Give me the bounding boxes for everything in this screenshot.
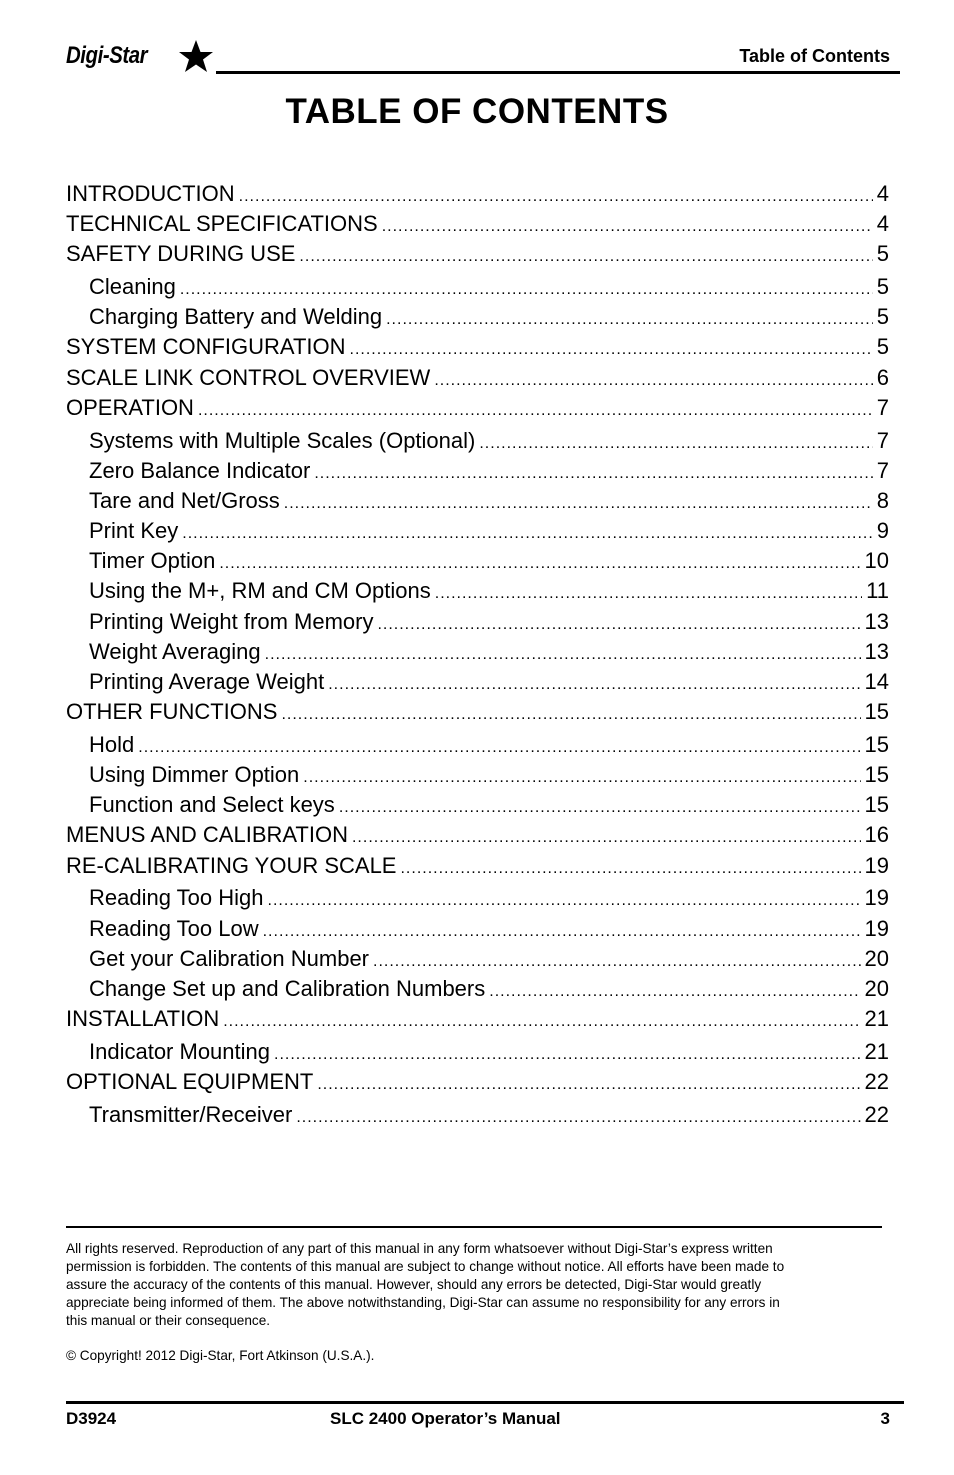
toc-entry[interactable] xyxy=(66,1067,889,1097)
page-number: 3 xyxy=(880,1409,890,1428)
toc-entry-page: 20 xyxy=(864,975,889,1001)
toc-entry-page: 22 xyxy=(864,1101,889,1127)
toc-entry-page: 11 xyxy=(866,578,889,604)
toc-entry-page: 14 xyxy=(864,669,889,694)
toc-entry-page: 15 xyxy=(864,699,889,725)
toc-entry-page: 13 xyxy=(864,608,889,634)
toc-dot-leader xyxy=(219,549,860,579)
toc-entry[interactable] xyxy=(66,697,889,727)
toc-entry[interactable] xyxy=(66,179,889,209)
legal-line: this manual or their consequence. xyxy=(66,1313,271,1328)
toc-entry-label: Reading Too Low xyxy=(89,915,259,941)
toc-entry[interactable] xyxy=(66,1100,889,1130)
toc-entry-label: INSTALLATION xyxy=(66,1006,220,1032)
toc-entry-label: INTRODUCTION xyxy=(66,181,235,206)
page-header xyxy=(66,38,900,74)
toc-entry-label: Timer Option xyxy=(89,548,216,574)
toc-dot-leader xyxy=(182,519,872,549)
toc-entry-label: MENUS AND CALIBRATION xyxy=(66,822,348,848)
toc-entry-page: 5 xyxy=(876,241,889,267)
toc-dot-leader xyxy=(382,212,873,242)
toc-entry-page: 19 xyxy=(864,885,889,911)
toc-dot-leader xyxy=(274,1040,861,1070)
manual-title: SLC 2400 Operator’s Manual xyxy=(330,1409,561,1428)
toc-entry-page: 15 xyxy=(864,792,889,818)
toc-entry-page: 4 xyxy=(876,181,889,206)
toc-entry-label: SCALE LINK CONTROL OVERVIEW xyxy=(66,364,431,390)
page-title: TABLE OF CONTENTS xyxy=(285,92,669,131)
toc-entry[interactable] xyxy=(66,302,889,332)
toc-dot-leader xyxy=(314,459,872,489)
toc-entry-page: 6 xyxy=(876,364,889,390)
toc-entry-page: 5 xyxy=(876,274,889,300)
toc-entry[interactable] xyxy=(66,607,889,637)
header-rule xyxy=(216,71,900,74)
toc-entry-label: Using Dimmer Option xyxy=(89,762,300,788)
toc-entry-page: 13 xyxy=(864,638,889,664)
toc-dot-leader xyxy=(268,886,861,916)
legal-line: assure the accuracy of the contents of this manual. However, should any errors be detected, Digi-Star would greatly xyxy=(66,1277,762,1292)
toc-entry[interactable] xyxy=(66,760,889,790)
toc-dot-leader xyxy=(434,366,872,396)
toc-entry-label: OPTIONAL EQUIPMENT xyxy=(66,1068,314,1094)
toc-entry[interactable] xyxy=(66,426,889,456)
toc-dot-leader xyxy=(198,396,873,426)
toc-entry-page: 7 xyxy=(876,427,889,453)
toc-entry[interactable] xyxy=(66,486,889,516)
logo-text: Digi-Star xyxy=(66,42,148,69)
toc-entry[interactable] xyxy=(66,820,889,850)
toc-entry-label: Printing Weight from Memory xyxy=(89,608,374,634)
toc-dot-leader xyxy=(386,305,873,335)
star-icon xyxy=(176,38,216,74)
toc-dot-leader xyxy=(138,733,860,763)
footer-rule xyxy=(66,1226,882,1228)
toc-entry[interactable] xyxy=(66,516,889,546)
toc-entry-label: Cleaning xyxy=(89,274,176,300)
toc-dot-leader xyxy=(180,275,873,305)
toc-entry[interactable] xyxy=(66,239,889,269)
legal-line: permission is forbidden. The contents of this manual are subject to change without notice. All efforts have been made to xyxy=(66,1259,785,1274)
toc-entry[interactable] xyxy=(66,637,889,667)
toc-entry-page: 4 xyxy=(876,211,889,237)
toc-entry[interactable] xyxy=(66,456,889,486)
toc-entry-label: Systems with Multiple Scales (Optional) xyxy=(89,427,476,453)
toc-entry[interactable] xyxy=(66,790,889,820)
toc-entry[interactable] xyxy=(66,1004,889,1034)
toc-entry-page: 5 xyxy=(876,304,889,330)
toc-dot-leader xyxy=(377,610,860,640)
toc-entry-label: Weight Averaging xyxy=(89,638,261,664)
toc-dot-leader xyxy=(284,489,873,519)
toc-entry-label: Indicator Mounting xyxy=(89,1038,270,1064)
toc-dot-leader xyxy=(263,917,861,947)
toc-dot-leader xyxy=(223,1007,860,1037)
toc-entry[interactable] xyxy=(66,851,889,881)
table-of-contents xyxy=(66,179,889,1130)
toc-entry[interactable] xyxy=(66,209,889,239)
document-number: D3924 xyxy=(66,1409,117,1428)
toc-entry-label: Reading Too High xyxy=(89,885,264,911)
legal-line: All rights reserved. Reproduction of any part of this manual in any form whatsoever without Digi-Star’s express written xyxy=(66,1241,773,1256)
toc-dot-leader xyxy=(400,854,860,884)
toc-entry-page: 19 xyxy=(864,915,889,941)
header-section-title: Table of Contents xyxy=(739,46,890,66)
toc-dot-leader xyxy=(299,242,872,272)
toc-dot-leader xyxy=(239,182,873,212)
toc-entry-page: 7 xyxy=(876,457,889,483)
toc-entry-label: SAFETY DURING USE xyxy=(66,241,296,267)
toc-entry[interactable] xyxy=(66,272,889,302)
toc-entry-page: 15 xyxy=(864,731,889,757)
toc-dot-leader xyxy=(373,947,861,977)
toc-entry-label: Get your Calibration Number xyxy=(89,945,370,971)
toc-entry[interactable] xyxy=(66,393,889,423)
toc-dot-leader xyxy=(265,640,861,670)
toc-entry-label: OTHER FUNCTIONS xyxy=(66,699,278,725)
toc-entry-label: Zero Balance Indicator xyxy=(89,457,311,483)
toc-entry-page: 19 xyxy=(864,852,889,878)
toc-dot-leader xyxy=(281,700,860,730)
toc-entry-label: RE-CALIBRATING YOUR SCALE xyxy=(66,852,397,878)
toc-dot-leader xyxy=(339,793,861,823)
toc-dot-leader xyxy=(479,429,872,459)
toc-entry-page: 16 xyxy=(864,822,889,848)
toc-entry-page: 15 xyxy=(864,762,889,788)
toc-dot-leader xyxy=(328,670,860,700)
toc-entry[interactable] xyxy=(66,1037,889,1067)
toc-entry-label: Print Key xyxy=(89,518,179,544)
toc-entry-label: Change Set up and Calibration Numbers xyxy=(89,975,486,1001)
toc-dot-leader xyxy=(352,823,861,853)
toc-entry[interactable] xyxy=(66,883,889,913)
toc-entry[interactable] xyxy=(66,576,889,606)
toc-entry-label: OPERATION xyxy=(66,394,194,420)
toc-dot-leader xyxy=(296,1103,860,1133)
toc-entry-page: 10 xyxy=(864,548,889,574)
toc-entry-label: TECHNICAL SPECIFICATIONS xyxy=(66,211,378,237)
toc-entry-label: Hold xyxy=(89,731,135,757)
toc-entry[interactable] xyxy=(66,363,889,393)
toc-dot-leader xyxy=(303,763,860,793)
toc-dot-leader xyxy=(435,579,862,609)
legal-line: appreciate being informed of them. The above notwithstanding, Digi-Star can assume no responsibility for any errors in xyxy=(66,1295,780,1310)
toc-entry-page: 20 xyxy=(864,945,889,971)
digi-star-logo xyxy=(66,38,162,74)
toc-entry-page: 9 xyxy=(876,518,889,544)
toc-entry-page: 22 xyxy=(864,1068,889,1094)
toc-entry-label: Transmitter/Receiver xyxy=(89,1101,293,1127)
toc-entry[interactable] xyxy=(66,914,889,944)
toc-entry-label: Charging Battery and Welding xyxy=(89,304,383,330)
toc-entry-label: Printing Average Weight xyxy=(89,669,325,694)
toc-dot-leader xyxy=(317,1070,860,1100)
toc-entry[interactable] xyxy=(66,667,889,697)
toc-entry[interactable] xyxy=(66,546,889,576)
bottom-rule xyxy=(66,1401,904,1404)
toc-dot-leader xyxy=(489,977,860,1007)
toc-entry-label: SYSTEM CONFIGURATION xyxy=(66,334,346,360)
toc-dot-leader xyxy=(350,335,873,365)
toc-entry[interactable] xyxy=(66,974,889,1004)
toc-entry-page: 8 xyxy=(876,487,889,513)
legal-notice xyxy=(66,1240,898,1330)
toc-entry-page: 21 xyxy=(864,1006,889,1032)
toc-entry-label: Function and Select keys xyxy=(89,792,335,818)
toc-entry[interactable] xyxy=(66,332,889,362)
toc-entry-page: 21 xyxy=(864,1038,889,1064)
toc-entry-label: Using the M+, RM and CM Options xyxy=(89,578,431,604)
toc-entry[interactable] xyxy=(66,944,889,974)
toc-entry-label: Tare and Net/Gross xyxy=(89,487,280,513)
toc-entry-page: 7 xyxy=(876,394,889,420)
toc-entry-page: 5 xyxy=(876,334,889,360)
copyright-notice: © Copyright! 2012 Digi-Star, Fort Atkinson (U.S.A.). xyxy=(66,1348,375,1363)
toc-entry[interactable] xyxy=(66,730,889,760)
